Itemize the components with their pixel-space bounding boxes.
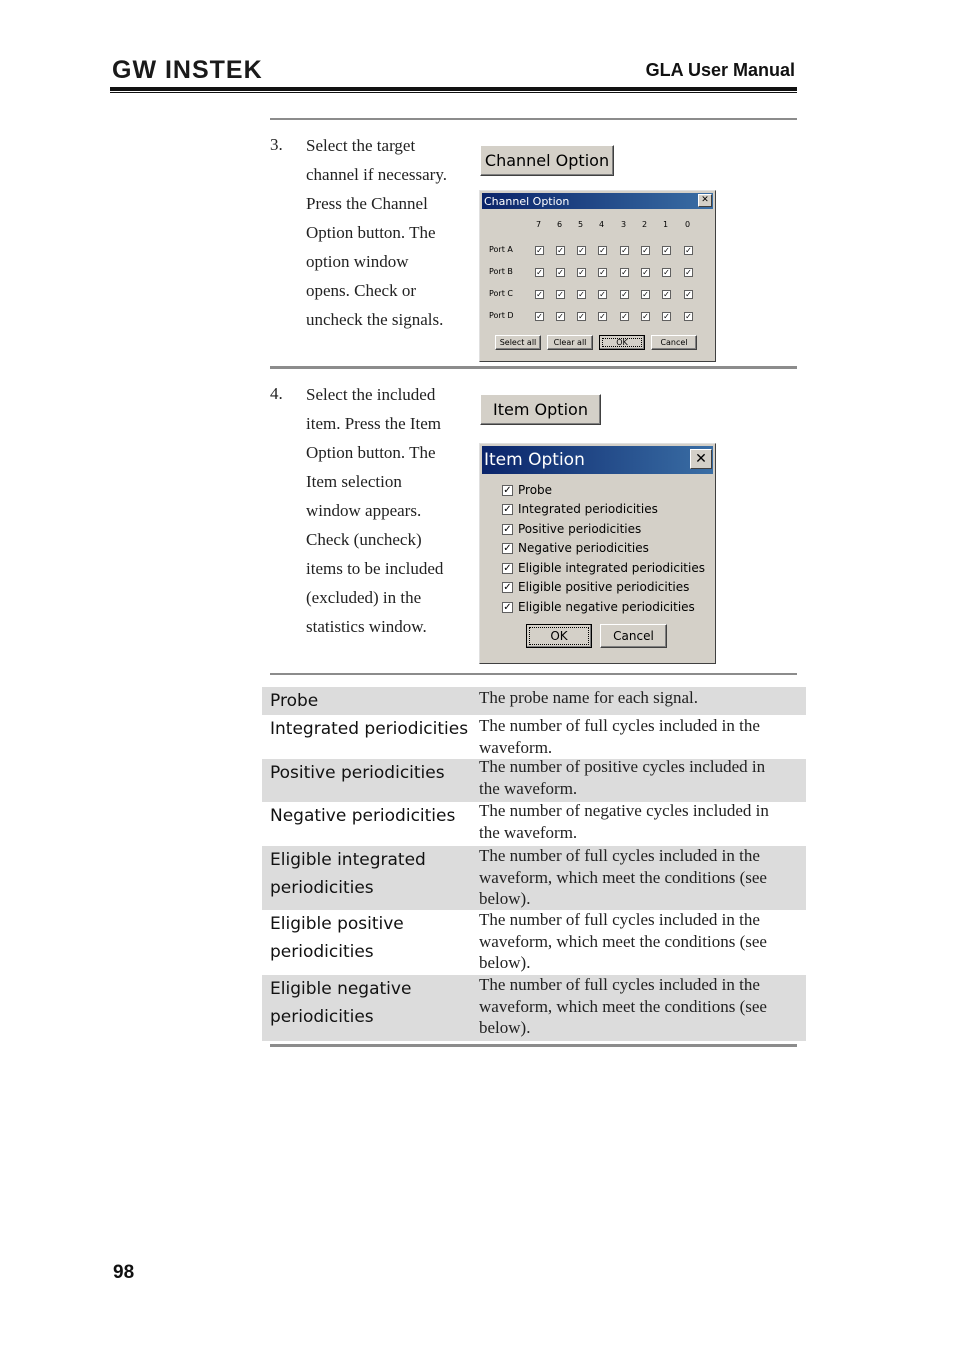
item-option-button[interactable]: Item Option bbox=[480, 394, 601, 425]
description-line: The number of positive cycles included in bbox=[479, 757, 766, 776]
description-cell bbox=[479, 687, 804, 709]
port-label: Port D bbox=[489, 311, 514, 320]
bit-header: 1 bbox=[663, 220, 669, 229]
term-line: Eligible integrated bbox=[270, 850, 426, 870]
step4-line: Check (uncheck) bbox=[306, 530, 422, 549]
step-number: 4. bbox=[270, 384, 283, 403]
term-cell bbox=[270, 687, 318, 715]
step3-line: Option button. The bbox=[306, 223, 436, 242]
term-line: Integrated periodicities bbox=[270, 719, 469, 739]
term-line: Eligible negative bbox=[270, 979, 412, 999]
step-number: 3. bbox=[270, 135, 283, 154]
channel-checkbox[interactable]: ✓ bbox=[621, 268, 628, 277]
port-label: Port A bbox=[489, 245, 513, 254]
description-line: waveform, which meet the conditions (see bbox=[479, 931, 767, 951]
clear-all-button[interactable]: Clear all bbox=[547, 335, 593, 350]
term-cell bbox=[270, 759, 445, 787]
table-bottom-rule bbox=[270, 1044, 797, 1047]
section-divider bbox=[270, 673, 797, 675]
channel-checkbox[interactable]: ✓ bbox=[685, 268, 692, 277]
description-line: below). bbox=[479, 889, 531, 908]
term-line: periodicities bbox=[270, 942, 374, 962]
table-row bbox=[262, 846, 806, 910]
table-row bbox=[262, 910, 806, 975]
table-row bbox=[262, 715, 806, 759]
channel-checkbox[interactable]: ✓ bbox=[578, 290, 585, 299]
cancel-button[interactable]: Cancel bbox=[600, 624, 667, 648]
channel-checkbox[interactable]: ✓ bbox=[663, 268, 670, 277]
channel-option-button[interactable]: Channel Option bbox=[480, 145, 614, 176]
term-cell bbox=[270, 846, 426, 902]
description-line: below). bbox=[479, 953, 531, 972]
checkbox-icon[interactable]: ✓ bbox=[503, 542, 512, 554]
header-rule bbox=[110, 87, 797, 91]
description-cell bbox=[479, 756, 804, 799]
term-line: Negative periodicities bbox=[270, 806, 456, 826]
close-icon[interactable]: ✕ bbox=[698, 194, 712, 207]
term-cell bbox=[270, 715, 468, 743]
channel-checkbox[interactable]: ✓ bbox=[642, 290, 649, 299]
channel-checkbox[interactable]: ✓ bbox=[536, 312, 543, 321]
term-cell bbox=[270, 910, 404, 966]
term-cell bbox=[270, 802, 455, 830]
item-label: Probe bbox=[518, 483, 553, 497]
step4-line: Item selection bbox=[306, 472, 402, 491]
table-row bbox=[262, 687, 806, 715]
step3-line: Select the target bbox=[306, 136, 416, 155]
section-divider bbox=[270, 366, 797, 369]
bit-header: 4 bbox=[599, 220, 605, 229]
channel-checkbox[interactable]: ✓ bbox=[599, 246, 606, 255]
step4-line: statistics window. bbox=[306, 617, 427, 636]
channel-checkbox[interactable]: ✓ bbox=[663, 246, 670, 255]
description-line: below). bbox=[479, 1018, 531, 1037]
channel-checkbox[interactable]: ✓ bbox=[621, 290, 628, 299]
channel-checkbox[interactable]: ✓ bbox=[557, 312, 564, 321]
channel-checkbox[interactable]: ✓ bbox=[642, 312, 649, 321]
description-cell bbox=[479, 800, 804, 843]
channel-option-dialog bbox=[479, 190, 716, 362]
step4-line: item. Press the Item bbox=[306, 414, 442, 433]
description-cell bbox=[479, 845, 804, 910]
channel-checkbox[interactable]: ✓ bbox=[557, 246, 564, 255]
description-line: waveform, which meet the conditions (see bbox=[479, 867, 767, 887]
description-cell bbox=[479, 715, 804, 758]
bit-header: 2 bbox=[642, 220, 648, 229]
item-checkbox-row[interactable] bbox=[502, 522, 641, 536]
description-line: waveform. bbox=[479, 737, 553, 757]
description-line: the waveform. bbox=[479, 822, 578, 842]
table-row bbox=[262, 975, 806, 1041]
description-line: the waveform. bbox=[479, 778, 578, 798]
description-line: The number of full cycles included in the bbox=[479, 716, 760, 735]
term-line: Eligible positive bbox=[270, 914, 404, 934]
section-divider bbox=[270, 118, 797, 120]
dialog-titlebar bbox=[482, 446, 713, 474]
description-line: The number of full cycles included in the bbox=[479, 910, 760, 929]
item-label: Positive periodicities bbox=[518, 522, 642, 536]
page-number: 98 bbox=[113, 1262, 135, 1283]
channel-checkbox[interactable]: ✓ bbox=[599, 268, 606, 277]
description-line: The number of full cycles included in the bbox=[479, 975, 760, 994]
step4-line: Select the included bbox=[306, 385, 436, 404]
dialog-title: Channel Option bbox=[484, 194, 570, 208]
step4-line: window appears. bbox=[306, 501, 422, 520]
manual-title: GLA User Manual bbox=[645, 60, 795, 80]
channel-checkbox[interactable]: ✓ bbox=[663, 290, 670, 299]
channel-checkbox[interactable]: ✓ bbox=[557, 268, 564, 277]
bit-header: 0 bbox=[685, 220, 691, 229]
bit-header: 6 bbox=[557, 220, 563, 229]
term-line: Positive periodicities bbox=[270, 763, 445, 783]
step3-line: Press the Channel bbox=[306, 194, 428, 213]
checkbox-icon[interactable]: ✓ bbox=[503, 503, 512, 515]
channel-checkbox[interactable]: ✓ bbox=[642, 268, 649, 277]
table-row bbox=[262, 759, 806, 802]
description-line: The number of full cycles included in the bbox=[479, 846, 760, 865]
step4-text bbox=[306, 380, 471, 641]
channel-checkbox[interactable]: ✓ bbox=[685, 312, 692, 321]
term-line: periodicities bbox=[270, 1007, 374, 1027]
dialog-title: Item Option bbox=[484, 450, 585, 470]
port-label: Port B bbox=[489, 267, 513, 276]
channel-checkbox[interactable]: ✓ bbox=[578, 246, 585, 255]
channel-checkbox[interactable]: ✓ bbox=[663, 312, 670, 321]
item-checkbox-row[interactable] bbox=[502, 561, 705, 575]
item-label: Integrated periodicities bbox=[518, 502, 658, 516]
checkbox-icon[interactable]: ✓ bbox=[503, 484, 512, 496]
description-line: waveform, which meet the conditions (see bbox=[479, 996, 767, 1016]
term-line: periodicities bbox=[270, 878, 374, 898]
step3-line: channel if necessary. bbox=[306, 165, 447, 184]
checkbox-icon[interactable]: ✓ bbox=[503, 601, 512, 613]
cancel-button[interactable]: Cancel bbox=[651, 335, 697, 350]
ok-button[interactable]: OK bbox=[526, 624, 592, 648]
item-label: Negative periodicities bbox=[518, 541, 649, 555]
channel-checkbox[interactable]: ✓ bbox=[685, 290, 692, 299]
item-checkbox-row[interactable] bbox=[502, 483, 552, 497]
checkbox-icon[interactable]: ✓ bbox=[503, 581, 512, 593]
step3-line: option window bbox=[306, 252, 409, 271]
step4-line: (excluded) in the bbox=[306, 588, 422, 607]
checkbox-icon[interactable]: ✓ bbox=[503, 523, 512, 535]
channel-checkbox[interactable]: ✓ bbox=[621, 312, 628, 321]
description-cell bbox=[479, 974, 804, 1039]
header-rule-thin bbox=[110, 92, 797, 93]
item-label: Eligible integrated periodicities bbox=[518, 561, 705, 575]
item-checkbox-row[interactable] bbox=[502, 541, 649, 555]
checkbox-icon[interactable]: ✓ bbox=[503, 562, 512, 574]
item-checkbox-row[interactable] bbox=[502, 600, 695, 614]
table-row bbox=[262, 802, 806, 846]
description-line: The number of negative cycles included in bbox=[479, 801, 769, 820]
bit-header: 3 bbox=[621, 220, 627, 229]
channel-checkbox[interactable]: ✓ bbox=[621, 246, 628, 255]
bit-header: 7 bbox=[536, 220, 542, 229]
step3-text bbox=[306, 131, 471, 334]
channel-checkbox[interactable]: ✓ bbox=[685, 246, 692, 255]
term-line: Probe bbox=[270, 691, 319, 711]
item-checkbox-row[interactable] bbox=[502, 502, 658, 516]
description-cell bbox=[479, 909, 804, 974]
step4-line: items to be included bbox=[306, 559, 444, 578]
channel-checkbox[interactable]: ✓ bbox=[599, 290, 606, 299]
item-label: Eligible negative periodicities bbox=[518, 600, 695, 614]
select-all-button[interactable]: Select all bbox=[495, 335, 541, 350]
channel-checkbox[interactable]: ✓ bbox=[536, 246, 543, 255]
step4-line: Option button. The bbox=[306, 443, 436, 462]
channel-checkbox[interactable]: ✓ bbox=[536, 268, 543, 277]
channel-checkbox[interactable]: ✓ bbox=[578, 268, 585, 277]
channel-checkbox[interactable]: ✓ bbox=[557, 290, 564, 299]
channel-checkbox[interactable]: ✓ bbox=[599, 312, 606, 321]
step3-line: uncheck the signals. bbox=[306, 310, 444, 329]
ok-button[interactable]: OK bbox=[599, 335, 645, 350]
term-cell bbox=[270, 975, 411, 1031]
item-checkbox-row[interactable] bbox=[502, 580, 689, 594]
port-label: Port C bbox=[489, 289, 513, 298]
step3-line: opens. Check or bbox=[306, 281, 417, 300]
channel-checkbox[interactable]: ✓ bbox=[642, 246, 649, 255]
channel-checkbox[interactable]: ✓ bbox=[578, 312, 585, 321]
brand-logo: GW INSTEK bbox=[112, 56, 263, 84]
description-line: The probe name for each signal. bbox=[479, 688, 699, 707]
bit-header: 5 bbox=[578, 220, 584, 229]
item-label: Eligible positive periodicities bbox=[518, 580, 690, 594]
dialog-titlebar bbox=[482, 193, 713, 209]
channel-checkbox[interactable]: ✓ bbox=[536, 290, 543, 299]
close-icon[interactable]: ✕ bbox=[690, 449, 712, 469]
